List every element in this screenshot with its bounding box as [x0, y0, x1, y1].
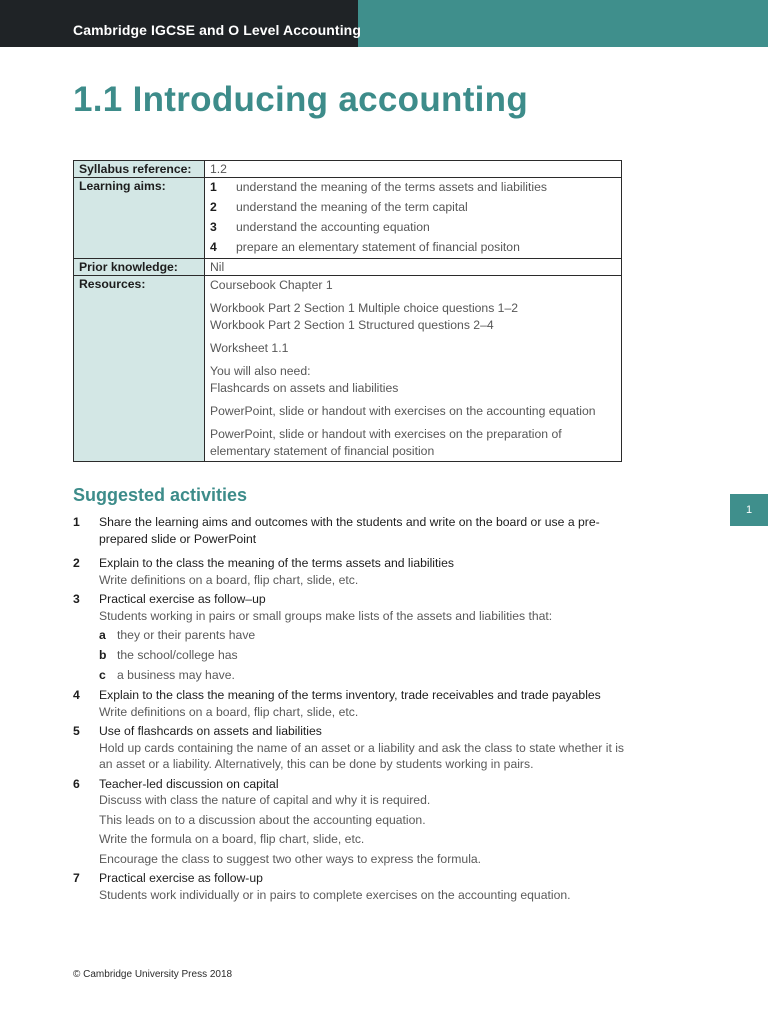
- resource-item: [210, 300, 615, 334]
- page-header: [0, 0, 768, 47]
- resource-item: [210, 426, 615, 460]
- header-teal-band: [358, 0, 768, 47]
- activity-subitem: [99, 667, 633, 684]
- activity-description: Students work individually or in pairs to complete exercises on the accounting equation.: [99, 887, 571, 902]
- activity-description-line: This leads on to a discussion about the accounting equation.: [99, 812, 426, 827]
- activity-item: [73, 555, 633, 588]
- resources-list: [205, 276, 622, 462]
- aim-text: understand the accounting equation: [236, 220, 430, 234]
- aim-text: prepare an elementary statement of financial positon: [236, 240, 520, 254]
- activity-subitem: [99, 627, 633, 644]
- learning-aims-row: [74, 178, 622, 259]
- activity-description: Write definitions on a board, flip chart, slide, etc.: [99, 704, 359, 719]
- aim-number: 3: [210, 220, 217, 234]
- activity-number: 4: [73, 688, 80, 702]
- aim-number: 1: [210, 180, 217, 194]
- aim-item: [210, 219, 615, 239]
- activity-item: [73, 723, 633, 773]
- resource-item: [210, 277, 615, 294]
- resource-item: [210, 403, 615, 420]
- aim-number: 2: [210, 200, 217, 214]
- activity-item: [73, 591, 633, 684]
- syllabus-label: Syllabus reference:: [74, 161, 205, 178]
- activity-description: Write definitions on a board, flip chart, slide, etc.: [99, 572, 359, 587]
- subitem-letter: c: [99, 668, 106, 682]
- activity-item: [73, 776, 633, 868]
- activity-description: Students working in pairs or small groups make lists of the assets and liabilities that:: [99, 608, 553, 623]
- page-number-tab: 1: [730, 494, 768, 526]
- aim-item: [210, 199, 615, 219]
- activity-number: 5: [73, 724, 80, 738]
- activity-item: [73, 687, 633, 720]
- aim-text: understand the meaning of the term capital: [236, 200, 468, 214]
- activity-title: Explain to the class the meaning of the terms inventory, trade receivables and trade payables: [99, 688, 601, 702]
- activity-title: Share the learning aims and outcomes with the students and write on the board or use a pre-prepared slide or PowerPoint: [99, 515, 600, 546]
- activity-description-line: Discuss with class the nature of capital and why it is required.: [99, 793, 431, 807]
- subitem-text: they or their parents have: [117, 628, 256, 642]
- activity-number: 1: [73, 515, 80, 529]
- activity-number: 2: [73, 556, 80, 570]
- resource-line: PowerPoint, slide or handout with exercises on the preparation of: [210, 427, 562, 441]
- page-title: 1.1 Introducing accounting: [73, 80, 529, 119]
- activity-description-line: Write the formula on a board, flip chart, slide, etc.: [99, 832, 365, 846]
- syllabus-row: [74, 161, 622, 178]
- activity-title: Teacher-led discussion on capital: [99, 776, 279, 791]
- aim-text: understand the meaning of the terms assets and liabilities: [236, 180, 547, 194]
- activity-item: [73, 514, 633, 547]
- subitem-letter: a: [99, 628, 106, 642]
- resources-label: Resources:: [74, 276, 205, 462]
- book-title: Cambridge IGCSE and O Level Accounting: [73, 22, 361, 38]
- subitem-text: the school/college has: [117, 648, 238, 662]
- activity-title: Practical exercise as follow–up: [99, 592, 266, 606]
- activities-list: [73, 514, 633, 903]
- resource-line: Workbook Part 2 Section 1 Structured questions 2–4: [210, 318, 494, 332]
- resource-line: PowerPoint, slide or handout with exercises on the accounting equation: [210, 404, 596, 418]
- resource-line: You will also need:: [210, 364, 311, 378]
- syllabus-value: 1.2: [205, 161, 622, 178]
- resource-line: Worksheet 1.1: [210, 341, 289, 355]
- lesson-info-table: [73, 160, 622, 462]
- activity-subitem: [99, 647, 633, 664]
- activity-title: Explain to the class the meaning of the terms assets and liabilities: [99, 556, 454, 570]
- prior-knowledge-value: Nil: [205, 259, 622, 276]
- suggested-activities-heading: Suggested activities: [73, 485, 248, 505]
- resource-line: elementary statement of financial position: [210, 444, 435, 458]
- copyright-footer: © Cambridge University Press 2018: [73, 969, 233, 980]
- aim-item: [210, 179, 615, 199]
- learning-aims-list: [205, 178, 622, 259]
- resource-line: Workbook Part 2 Section 1 Multiple choice questions 1–2: [210, 301, 519, 315]
- aim-number: 4: [210, 240, 217, 254]
- activity-item: [73, 870, 633, 903]
- activity-number: 3: [73, 592, 80, 606]
- activity-description-line: Encourage the class to suggest two other ways to express the formula.: [99, 851, 482, 866]
- activity-title: Use of flashcards on assets and liabilities: [99, 724, 322, 738]
- prior-knowledge-row: [74, 259, 622, 276]
- resource-item: [210, 340, 615, 357]
- aim-item: [210, 239, 615, 257]
- resource-item: [210, 363, 615, 397]
- activity-number: 7: [73, 871, 80, 885]
- resource-line: Coursebook Chapter 1: [210, 278, 333, 292]
- activity-description: Hold up cards containing the name of an asset or a liability and ask the class to state whether it is an asset or a liability. Alternatively, this can be done by students working in pairs.: [99, 740, 625, 771]
- subitem-text: a business may have.: [117, 668, 235, 682]
- resource-line: Flashcards on assets and liabilities: [210, 381, 399, 395]
- prior-knowledge-label: Prior knowledge:: [74, 259, 205, 276]
- learning-aims-label: Learning aims:: [74, 178, 205, 259]
- activity-number: 6: [73, 776, 80, 791]
- resources-row: [74, 276, 622, 462]
- activity-title: Practical exercise as follow-up: [99, 871, 263, 885]
- subitem-letter: b: [99, 648, 107, 662]
